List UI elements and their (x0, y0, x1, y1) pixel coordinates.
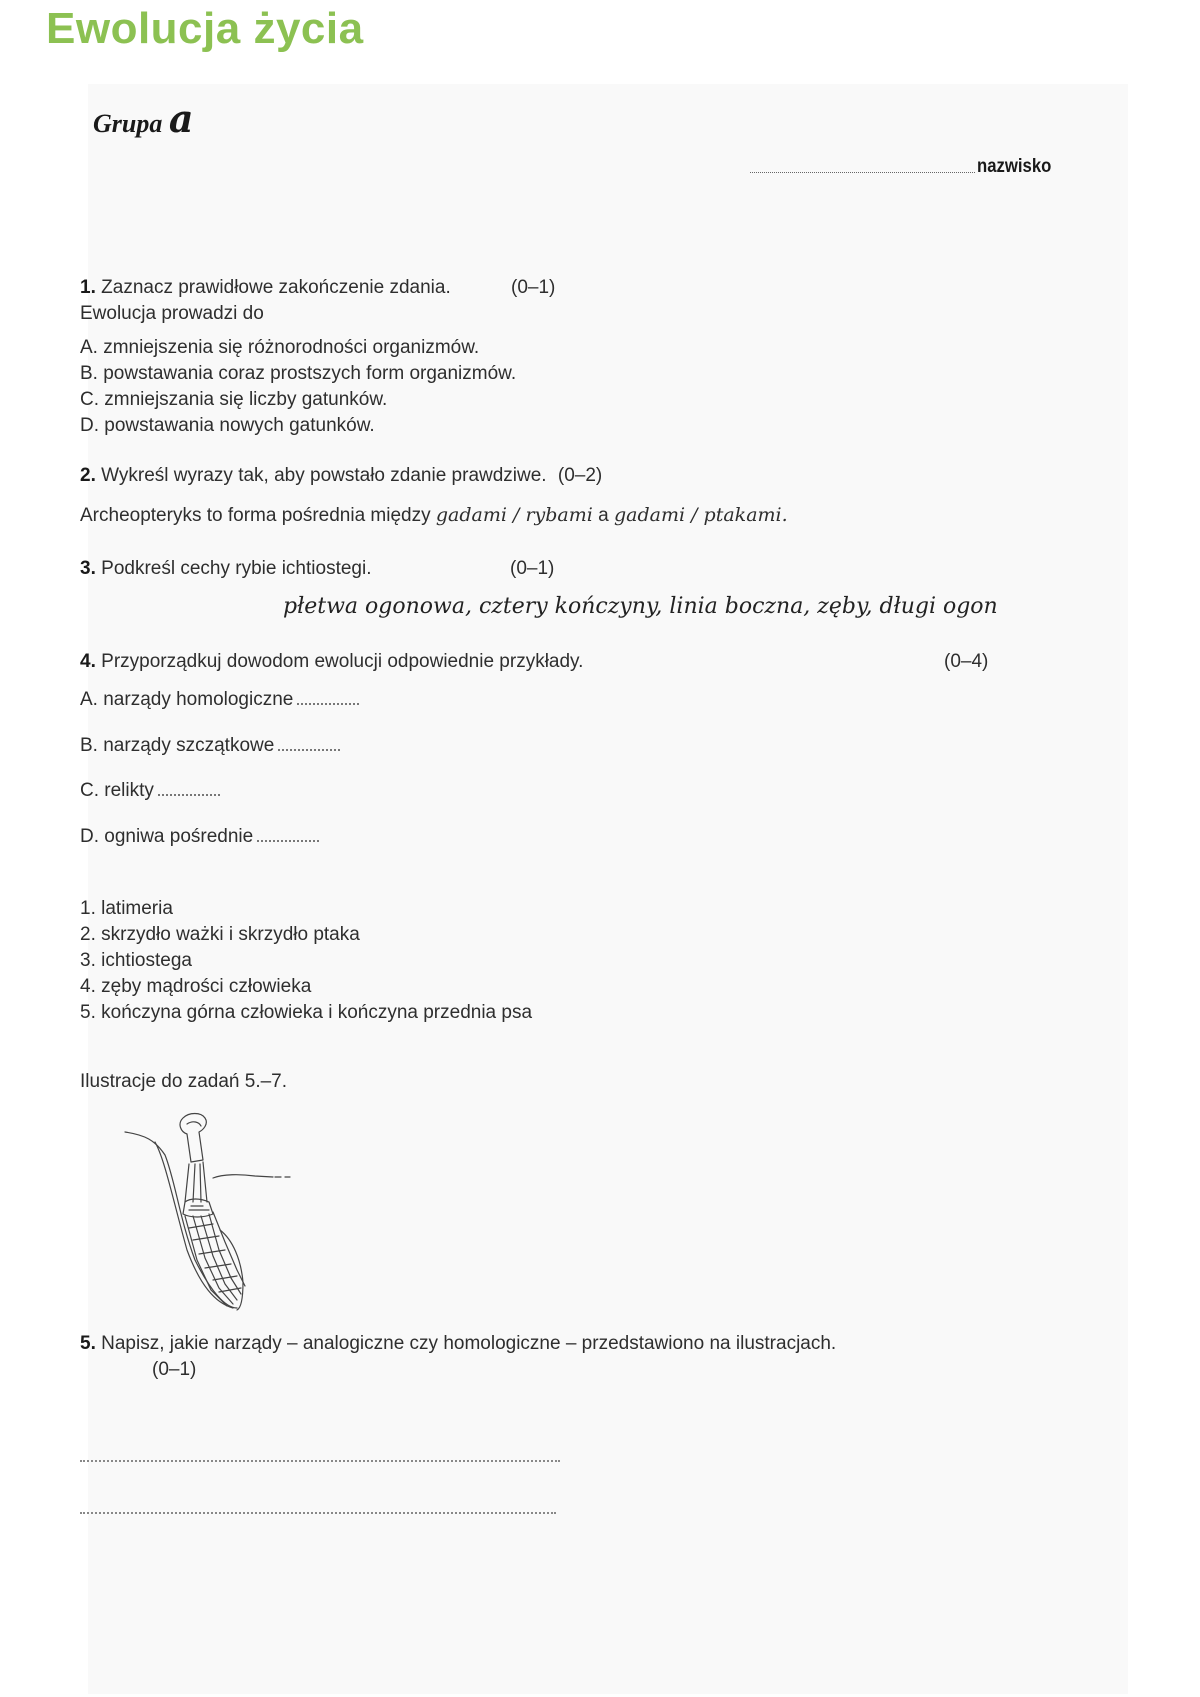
q4-item-a-label: A. narządy homologiczne (80, 689, 294, 710)
q4-item-d-label: D. ogniwa pośrednie (80, 826, 254, 847)
q4-item-b (80, 735, 340, 757)
grupa-heading (93, 96, 193, 141)
q1-option-b[interactable]: B. powstawania coraz prostszych form organizmów. (80, 363, 517, 384)
q1-option-d[interactable]: D. powstawania nowych gatunków. (80, 415, 375, 436)
q4-answer-d[interactable] (257, 826, 319, 842)
q1-heading (80, 277, 451, 299)
q2-middle: a (598, 505, 609, 526)
q1-score: (0–1) (511, 277, 556, 298)
q4-score: (0–4) (944, 651, 989, 672)
q5-heading (80, 1333, 836, 1355)
name-field[interactable] (750, 158, 975, 173)
q1-option-c[interactable]: C. zmniejszania się liczby gatunków. (80, 389, 388, 410)
q5-score: (0–1) (152, 1359, 197, 1380)
q4-item-b-label: B. narządy szczątkowe (80, 735, 275, 756)
q2-choice-2[interactable]: gadami / ptakami. (614, 504, 788, 526)
q4-answer-c[interactable] (158, 780, 220, 796)
q4-item-c-label: C. relikty (80, 780, 154, 801)
illustrations-label: Ilustracje do zadań 5.–7. (80, 1071, 288, 1092)
worksheet-background (88, 84, 1128, 1694)
q3-heading (80, 558, 371, 580)
q4-item-c (80, 780, 220, 802)
q4-example-4: 4. zęby mądrości człowieka (80, 976, 312, 997)
q4-heading (80, 651, 583, 673)
q4-answer-a[interactable] (297, 689, 359, 705)
q2-heading (80, 465, 602, 487)
q4-item-a (80, 689, 359, 711)
q5-text: Napisz, jakie narządy – analogiczne czy homologiczne – przedstawiono na ilustracjach. (101, 1333, 837, 1354)
q4-number: 4. (80, 651, 96, 672)
q2-sentence (80, 504, 788, 527)
grupa-word: Grupa (93, 109, 163, 138)
q2-number: 2. (80, 465, 96, 486)
q3-score: (0–1) (510, 558, 555, 579)
name-label: nazwisko (977, 156, 1052, 177)
q3-text: Podkreśl cechy rybie ichtiostegi. (101, 558, 372, 579)
q4-examples (80, 896, 532, 1026)
q4-example-5: 5. kończyna górna człowieka i kończyna przednia psa (80, 1002, 533, 1023)
page-title: Ewolucja życia (46, 4, 364, 53)
q1-options (80, 335, 516, 439)
q4-example-3: 3. ichtiostega (80, 950, 192, 971)
q5-answer-line-2[interactable] (80, 1510, 556, 1514)
q1-text: Zaznacz prawidłowe zakończenie zdania. (101, 277, 451, 298)
q2-score: (0–2) (557, 465, 603, 486)
q4-answer-b[interactable] (278, 735, 340, 751)
q2-text: Wykreśl wyrazy tak, aby powstało zdanie prawdziwe. (101, 465, 547, 486)
q5-answer-line-1[interactable] (80, 1458, 560, 1462)
grupa-letter: a (168, 96, 194, 141)
q4-text: Przyporządkuj dowodom ewolucji odpowiednie przykłady. (101, 651, 584, 672)
q5-number: 5. (80, 1333, 96, 1354)
q3-number: 3. (80, 558, 96, 579)
q2-sentence-start: Archeopteryks to forma pośrednia między (80, 505, 431, 526)
q2-choice-1[interactable]: gadami / rybami (435, 504, 593, 526)
q4-example-1: 1. latimeria (80, 898, 173, 919)
q4-item-d (80, 826, 319, 848)
q1-number: 1. (80, 277, 96, 298)
q4-example-2: 2. skrzydło ważki i skrzydło ptaka (80, 924, 360, 945)
q1-stem: Ewolucja prowadzi do (80, 303, 264, 324)
limb-illustration (115, 1110, 305, 1320)
q1-option-a[interactable]: A. zmniejszenia się różnorodności organizmów. (80, 337, 480, 358)
q3-features[interactable]: płetwa ogonowa, cztery kończyny, linia boczna, zęby, długi ogon (283, 594, 998, 619)
